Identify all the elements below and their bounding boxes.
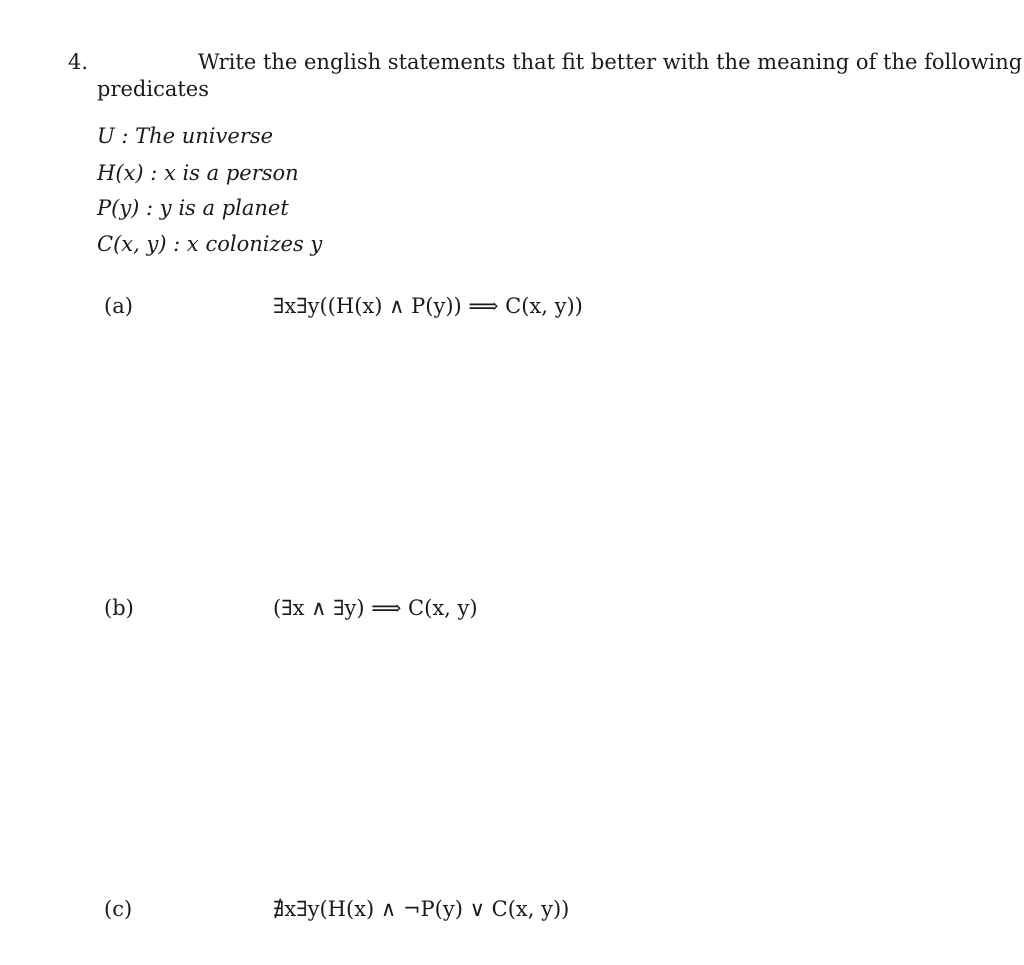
part-b-label: (b): [104, 596, 134, 620]
predicate-person: H(x) : x is a person: [97, 161, 299, 185]
predicate-planet: P(y) : y is a planet: [97, 196, 289, 220]
question-prompt-line1: Write the english statements that fit better with the meaning of the following: [198, 50, 1023, 74]
part-a-label: (a): [104, 294, 133, 318]
part-b-formula: (∃x ∧ ∃y) ⟹ C(x, y): [273, 596, 478, 620]
predicate-colonizes: C(x, y) : x colonizes y: [97, 232, 323, 256]
part-a-formula: ∃x∃y((H(x) ∧ P(y)) ⟹ C(x, y)): [273, 294, 583, 318]
question-number: 4.: [68, 50, 89, 74]
part-c-label: (c): [104, 897, 133, 921]
part-c-formula: ∄x∃y(H(x) ∧ ¬P(y) ∨ C(x, y)): [273, 897, 570, 921]
predicate-universe: U : The universe: [97, 124, 274, 148]
question-prompt-line2: predicates: [97, 77, 209, 101]
